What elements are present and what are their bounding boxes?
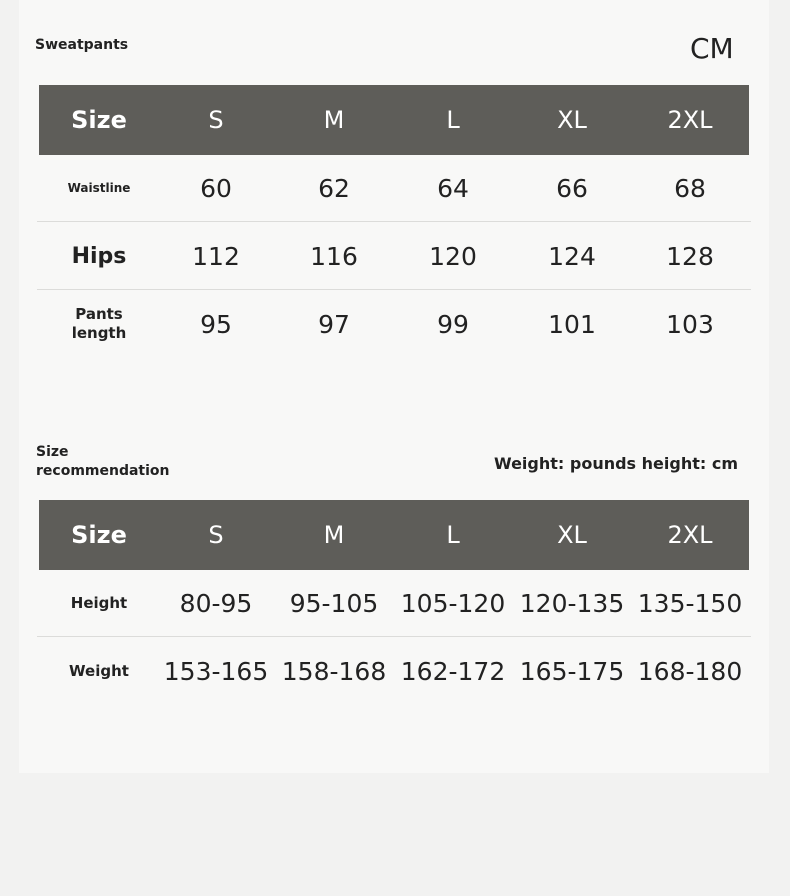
table-cell: 68 [674,173,706,203]
table-cell: 60 [200,173,232,203]
table-row-height [39,569,749,637]
table-cell: 105-120 [400,588,506,618]
header-cell-m: M [323,106,345,134]
table-cell: 95-105 [289,588,379,618]
section-title-size-recommendation [36,443,170,481]
table-row-pants-length [39,290,749,358]
table-cell: 120 [429,241,477,271]
unit-label: CM [690,32,734,65]
table-cell: 101 [548,309,596,339]
table-cell: 124 [548,241,596,271]
table-cell: 168-180 [637,656,743,686]
table-cell: 128 [666,241,714,271]
table-cell: 116 [310,241,358,271]
table-cell: 162-172 [400,656,506,686]
table-row-waistline [39,154,749,222]
table-cell: 158-168 [281,656,387,686]
table-row-weight [39,637,749,705]
table-cell: 112 [192,241,240,271]
table-cell: 120-135 [519,588,625,618]
header-cell-size: Size [71,521,127,549]
header-cell-m: M [323,521,345,549]
row-label-waistline: Waistline [67,180,131,195]
table-cell: 165-175 [519,656,625,686]
header-cell-s: S [208,106,224,134]
row-label-pants-length [39,290,159,358]
table-cell: 62 [318,173,350,203]
header-cell-size: Size [71,106,127,134]
table-cell: 103 [666,309,714,339]
size-recommendation-table [39,500,749,705]
units-note: Weight: pounds height: cm [494,454,738,473]
header-cell-2xl: 2XL [667,521,713,549]
row-label-hips: Hips [71,243,127,269]
table-header-row [39,85,749,155]
table-cell: 66 [556,173,588,203]
header-cell-2xl: 2XL [667,106,713,134]
title-line: recommendation [36,463,170,479]
table-cell: 80-95 [179,588,253,618]
table-cell: 135-150 [637,588,743,618]
table-cell: 97 [318,309,350,339]
row-label-line: length [71,324,127,342]
row-label-weight: Weight [69,661,129,680]
table-cell: 99 [437,309,469,339]
table-cell: 153-165 [163,656,269,686]
section-title-sweatpants: Sweatpants [35,37,129,53]
header-cell-xl: XL [557,106,587,134]
header-cell-l: L [446,106,460,134]
header-cell-s: S [208,521,224,549]
row-label-line: Pants [75,305,123,323]
title-line: Size [36,444,69,460]
table-cell: 64 [437,173,469,203]
size-chart-table [39,85,749,355]
table-header-row [39,500,749,570]
row-label-height: Height [70,593,128,612]
table-cell: 95 [200,309,232,339]
header-cell-l: L [446,521,460,549]
header-cell-xl: XL [557,521,587,549]
table-row-hips [39,222,749,290]
